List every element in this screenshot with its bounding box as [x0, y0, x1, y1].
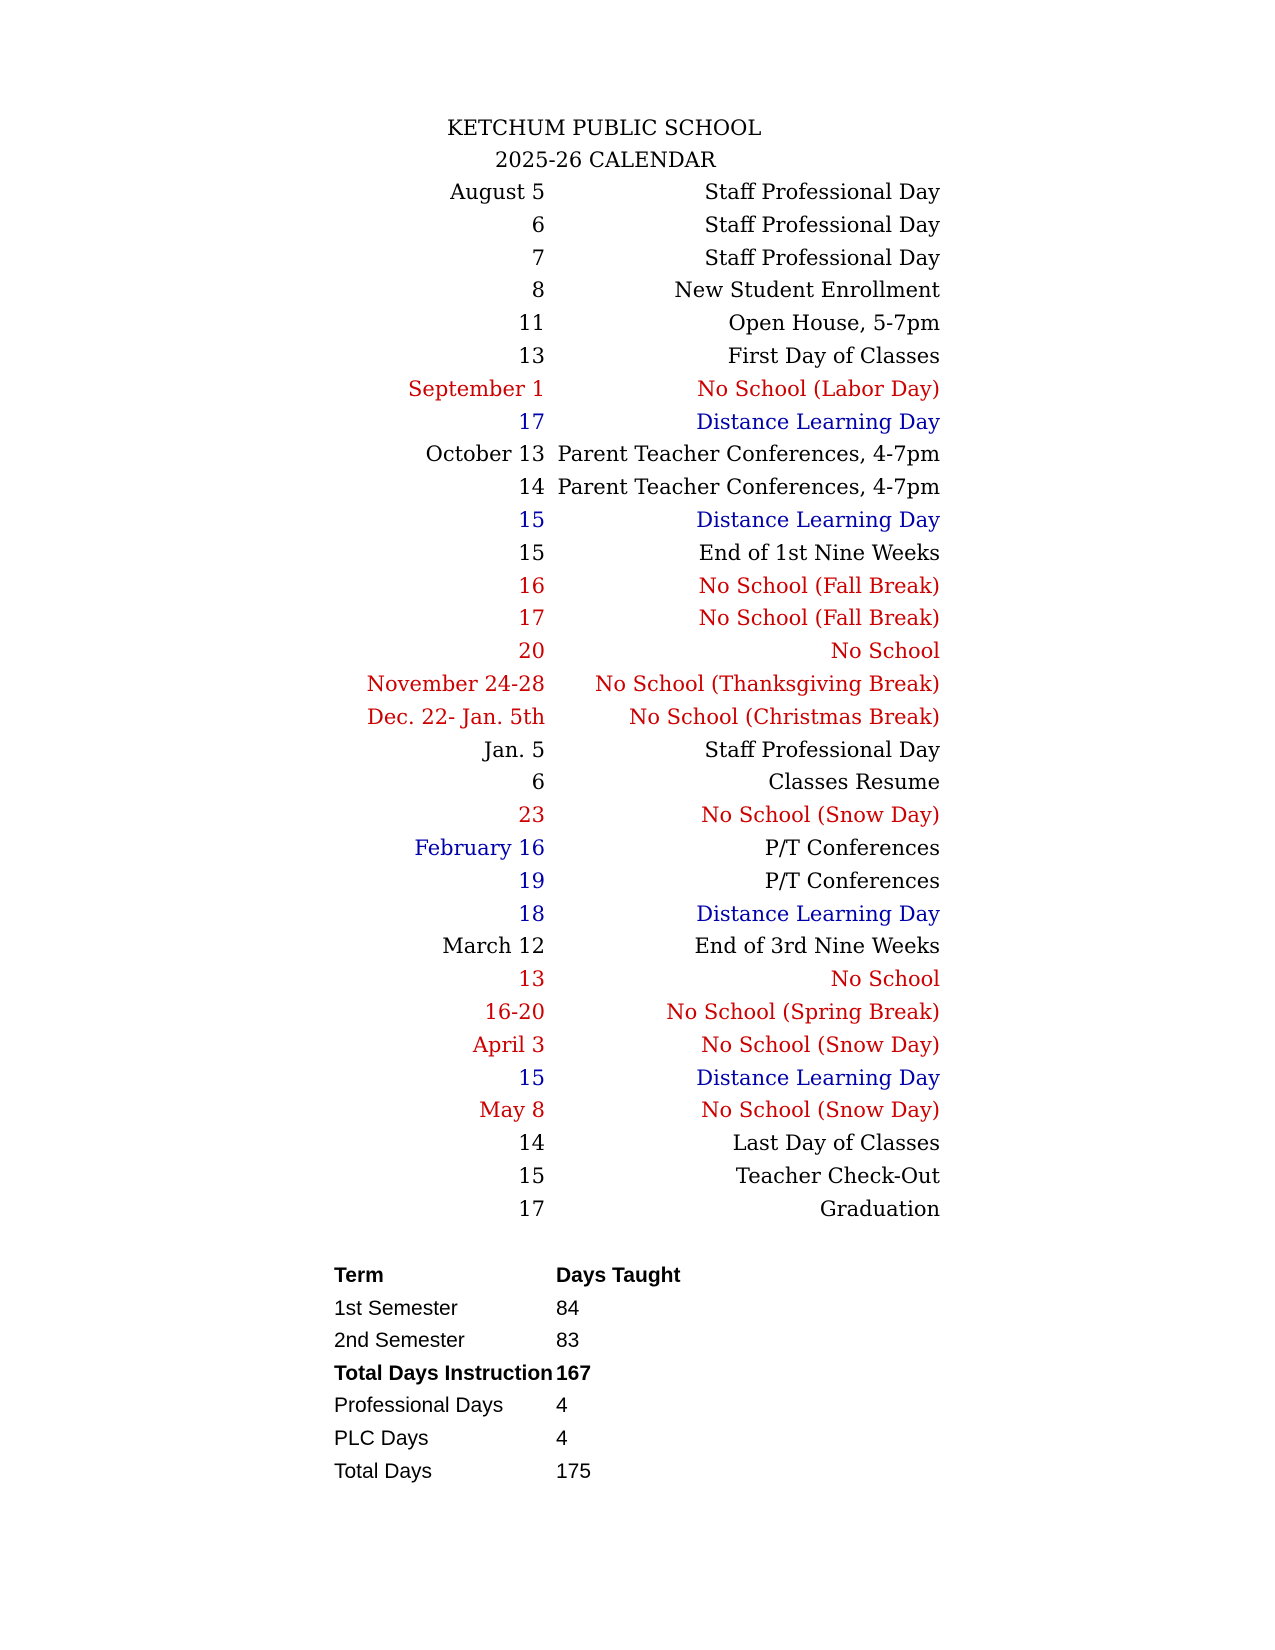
- event-date: 15: [518, 1163, 545, 1188]
- event-date: 15: [518, 1065, 545, 1090]
- summary-days-value: 167: [556, 1361, 592, 1385]
- calendar-event-row: [330, 898, 940, 931]
- summary-term: 1st Semester: [334, 1296, 458, 1320]
- calendar-event-row: [330, 602, 940, 635]
- calendar-event-row: [330, 373, 940, 406]
- calendar-event-row: [330, 406, 940, 439]
- summary-days-value: 175: [556, 1459, 592, 1483]
- event-description: First Day of Classes: [727, 343, 940, 368]
- event-date: 17: [518, 606, 545, 631]
- calendar-event-row: [330, 799, 940, 832]
- summary-row: [334, 1423, 774, 1456]
- event-description: No School (Snow Day): [701, 1098, 940, 1123]
- calendar-event-row: [330, 274, 940, 307]
- summary-row: [334, 1325, 774, 1358]
- event-date: 17: [518, 1196, 545, 1221]
- school-name: KETCHUM PUBLIC SCHOOL: [447, 116, 762, 140]
- event-description: No School: [830, 967, 940, 992]
- event-description: End of 3rd Nine Weeks: [694, 934, 940, 959]
- summary-header-row: [334, 1260, 774, 1293]
- calendar-event-row: [330, 176, 940, 209]
- event-description: Staff Professional Day: [704, 245, 940, 270]
- event-description: No School (Labor Day): [697, 376, 940, 401]
- calendar-event-row: [330, 1029, 940, 1062]
- event-description: Distance Learning Day: [696, 1065, 940, 1090]
- event-description: Classes Resume: [768, 770, 940, 795]
- summary-days-value: 84: [556, 1296, 580, 1320]
- event-date: 13: [518, 343, 545, 368]
- event-date: 18: [518, 901, 545, 926]
- event-description: Distance Learning Day: [696, 901, 940, 926]
- calendar-event-row: [330, 635, 940, 668]
- event-description: No School: [830, 639, 940, 664]
- summary-term: 2nd Semester: [334, 1329, 465, 1353]
- event-description: No School (Thanksgiving Break): [594, 671, 940, 696]
- event-description: Distance Learning Day: [696, 409, 940, 434]
- event-date: 17: [518, 409, 545, 434]
- event-date: 16: [518, 573, 545, 598]
- event-date: 19: [518, 868, 545, 893]
- event-description: No School (Fall Break): [698, 606, 940, 631]
- event-date: Dec. 22- Jan. 5th: [366, 704, 545, 729]
- calendar-event-row: [330, 832, 940, 865]
- event-description: No School (Snow Day): [701, 803, 940, 828]
- event-date: 6: [531, 212, 545, 237]
- event-description: Graduation: [819, 1196, 940, 1221]
- calendar-event-row: [330, 1193, 940, 1226]
- event-date: 15: [518, 507, 545, 532]
- event-description: P/T Conferences: [764, 835, 940, 860]
- calendar-event-row: [330, 701, 940, 734]
- summary-days-value: 4: [556, 1394, 568, 1418]
- calendar-event-row: [330, 570, 940, 603]
- calendar-event-row: [330, 734, 940, 767]
- event-date: September 1: [408, 376, 545, 401]
- event-date: April 3: [472, 1032, 545, 1057]
- event-date: October 13: [425, 442, 545, 467]
- summary-days-value: 4: [556, 1426, 568, 1450]
- summary-term: Total Days: [334, 1459, 433, 1483]
- event-date: 14: [518, 1131, 545, 1156]
- summary-row: [334, 1456, 774, 1489]
- calendar-event-row: [330, 930, 940, 963]
- term-column-header: Term: [334, 1264, 384, 1287]
- calendar-event-row: [330, 438, 940, 471]
- event-description: Staff Professional Day: [704, 737, 940, 762]
- event-description: Staff Professional Day: [704, 180, 940, 204]
- calendar-event-row: [330, 307, 940, 340]
- event-date: February 16: [414, 835, 545, 860]
- calendar-event-row: [330, 996, 940, 1029]
- event-date: 16-20: [484, 999, 545, 1024]
- event-date: 13: [518, 967, 545, 992]
- event-date: 14: [518, 475, 545, 500]
- event-description: No School (Fall Break): [698, 573, 940, 598]
- calendar-event-row: [330, 209, 940, 242]
- calendar-event-row: [330, 963, 940, 996]
- summary-row: [334, 1358, 774, 1391]
- event-description: Staff Professional Day: [704, 212, 940, 237]
- event-description: Last Day of Classes: [732, 1131, 940, 1156]
- event-date: August 5: [450, 180, 545, 204]
- event-description: Open House, 5-7pm: [728, 311, 940, 336]
- days-taught-column-header: Days Taught: [556, 1264, 681, 1287]
- calendar-event-row: [330, 766, 940, 799]
- calendar-event-row: [330, 340, 940, 373]
- calendar-event-row: [330, 1062, 940, 1095]
- days-summary-table: [334, 1260, 774, 1488]
- calendar-event-row: [330, 1094, 940, 1127]
- calendar-event-row: [330, 537, 940, 570]
- event-description: Parent Teacher Conferences, 4-7pm: [557, 475, 940, 500]
- event-description: No School (Snow Day): [701, 1032, 940, 1057]
- event-description: Teacher Check-Out: [735, 1163, 940, 1188]
- event-date: 7: [531, 245, 545, 270]
- calendar-event-row: [330, 1127, 940, 1160]
- event-date: 6: [531, 770, 545, 795]
- event-description: No School (Spring Break): [666, 999, 940, 1024]
- event-description: End of 1st Nine Weeks: [698, 540, 940, 565]
- event-date: March 12: [442, 934, 545, 959]
- calendar-event-row: [330, 1160, 940, 1193]
- event-description: No School (Christmas Break): [628, 704, 940, 729]
- calendar-event-row: [330, 865, 940, 898]
- event-description: New Student Enrollment: [674, 278, 940, 303]
- event-date: 23: [518, 803, 545, 828]
- calendar-event-row: [330, 471, 940, 504]
- summary-term: Total Days Instruction: [334, 1361, 553, 1385]
- events-list: [330, 176, 940, 1226]
- summary-row: [334, 1293, 774, 1326]
- event-date: Jan. 5: [483, 737, 545, 762]
- event-description: P/T Conferences: [764, 868, 940, 893]
- calendar-title: 2025-26 CALENDAR: [495, 148, 716, 172]
- summary-term: Professional Days: [334, 1394, 504, 1418]
- event-date: November 24-28: [366, 671, 545, 696]
- summary-days-value: 83: [556, 1329, 580, 1353]
- event-description: Distance Learning Day: [696, 507, 940, 532]
- event-date: 8: [531, 278, 545, 303]
- calendar-event-row: [330, 668, 940, 701]
- summary-row: [334, 1390, 774, 1423]
- calendar-event-row: [330, 504, 940, 537]
- event-date: 15: [518, 540, 545, 565]
- event-date: 20: [518, 639, 545, 664]
- event-date: 11: [518, 311, 545, 336]
- event-date: May 8: [479, 1098, 545, 1123]
- calendar-event-row: [330, 242, 940, 275]
- summary-term: PLC Days: [334, 1426, 429, 1450]
- event-description: Parent Teacher Conferences, 4-7pm: [557, 442, 940, 467]
